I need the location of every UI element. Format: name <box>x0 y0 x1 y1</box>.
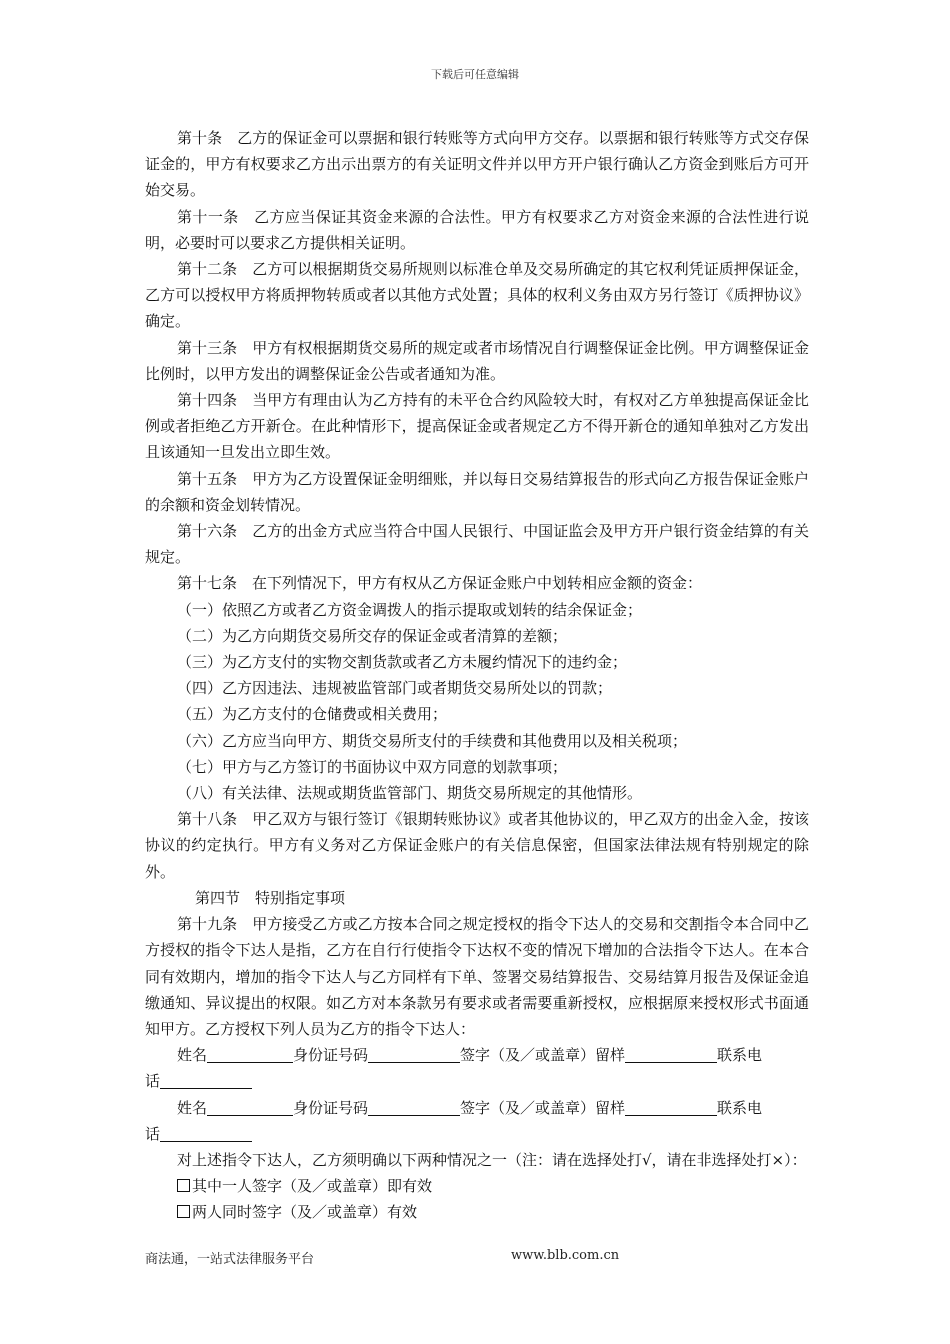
option-two-signatures <box>145 1199 809 1225</box>
name-label: 姓名 <box>177 1098 208 1117</box>
article-17-item-8: （八）有关法律、法规或期货监管部门、期货交易所规定的其他情形。 <box>177 784 643 803</box>
fill-row-2 <box>145 1095 809 1121</box>
option-label: 其中一人签字（及／或盖章）即有效 <box>192 1177 433 1196</box>
id-blank[interactable] <box>368 1046 460 1063</box>
sign-label: 签字（及／或盖章）留样 <box>460 1046 626 1065</box>
article-19: 第十九条 甲方接受乙方或乙方按本合同之规定授权的指令下达人的交易和交割指令本合同中乙方授权的指令下达人是指，乙方在自行行使指令下达权不变的情况下增加的合法指令下达人。在本合同有效期内，增加的指令下达人与乙方同样有下单、签署交易结算报告、交易结算月报告及保证金追缴通知、异议提出的权限。如乙方对本条款另有要求或者需要重新授权，应根据原来授权形式书面通知甲方。乙方授权下列人员为乙方的指令下达人： <box>145 915 809 1038</box>
tel-label-a: 联系电 <box>717 1098 763 1117</box>
article-10: 第十条 乙方的保证金可以票据和银行转账等方式向甲方交存。以票据和银行转账等方式交存保证金的，甲方有权要求乙方出示出票方的有关证明文件并以甲方开户银行确认乙方资金到账后方可开始交易。 <box>145 129 809 200</box>
sign-label: 签字（及／或盖章）留样 <box>460 1098 626 1117</box>
option-label: 两人同时签字（及／或盖章）有效 <box>192 1203 418 1222</box>
page-header-note: 下载后可任意编辑 <box>431 68 519 81</box>
choice-instruction: 对上述指令下达人，乙方须明确以下两种情况之一（注：请在选择处打√，请在非选择处打×）： <box>177 1150 807 1169</box>
article-18: 第十八条 甲乙双方与银行签订《银期转账协议》或者其他协议的，甲乙双方的出金入金，按该协议的约定执行。甲方有义务对乙方保证金账户的有关信息保密，但国家法律法规有特别规定的除外。 <box>145 810 809 881</box>
name-label: 姓名 <box>177 1046 208 1065</box>
footer-platform-text: 商法通，一站式法律服务平台 <box>145 1252 315 1267</box>
article-17-item-3: （三）为乙方支付的实物交割货款或者乙方未履约情况下的违约金； <box>177 653 628 672</box>
article-12: 第十二条 乙方可以根据期货交易所规则以标准仓单及交易所确定的其它权利凭证质押保证金，乙方可以授权甲方将质押物转质或者以其他方式处置；具体的权利义务由双方另行签订《质押协议》确定。 <box>145 260 809 331</box>
fill-row-1 <box>145 1042 809 1068</box>
tel-label-a: 联系电 <box>717 1046 763 1065</box>
name-blank[interactable] <box>207 1099 293 1116</box>
tel-label-b: 话 <box>145 1072 161 1091</box>
article-14: 第十四条 当甲方有理由认为乙方持有的未平仓合约风险较大时，有权对乙方单独提高保证金比例或者拒绝乙方开新仓。在此种情形下，提高保证金或者规定乙方不得开新仓的通知单独对乙方发出且该通知一旦发出立即生效。 <box>145 391 809 462</box>
article-17-item-1: （一）依照乙方或者乙方资金调拨人的指示提取或划转的结余保证金； <box>177 600 643 619</box>
document-body <box>145 125 809 1226</box>
article-17-item-4: （四）乙方因违法、违规被监管部门或者期货交易所处以的罚款； <box>177 679 613 698</box>
footer-website-link[interactable]: www.blb.com.cn <box>511 1248 620 1263</box>
fill-row-2-cont <box>145 1121 809 1147</box>
sign-blank[interactable] <box>625 1046 717 1063</box>
tel-blank[interactable] <box>160 1072 252 1089</box>
option-one-signature <box>145 1173 809 1199</box>
article-16: 第十六条 乙方的出金方式应当符合中国人民银行、中国证监会及甲方开户银行资金结算的有关规定。 <box>145 522 809 567</box>
tel-blank[interactable] <box>160 1125 252 1142</box>
name-blank[interactable] <box>207 1046 293 1063</box>
article-17-item-5: （五）为乙方支付的仓储费或相关费用； <box>177 705 448 724</box>
article-17-item-2: （二）为乙方向期货交易所交存的保证金或者清算的差额； <box>177 626 568 645</box>
sign-blank[interactable] <box>625 1099 717 1116</box>
article-15: 第十五条 甲方为乙方设置保证金明细账，并以每日交易结算报告的形式向乙方报告保证金账户的余额和资金划转情况。 <box>145 469 809 514</box>
article-17-item-6: （六）乙方应当向甲方、期货交易所支付的手续费和其他费用以及相关税项； <box>177 731 688 750</box>
article-17: 第十七条 在下列情况下，甲方有权从乙方保证金账户中划转相应金额的资金： <box>177 574 703 593</box>
tel-label-b: 话 <box>145 1124 161 1143</box>
article-13: 第十三条 甲方有权根据期货交易所的规定或者市场情况自行调整保证金比例。甲方调整保证金比例时，以甲方发出的调整保证金公告或者通知为准。 <box>145 338 809 383</box>
section-title: 第四节 特别指定事项 <box>195 888 346 907</box>
checkbox-two-signatures[interactable] <box>177 1205 190 1218</box>
checkbox-one-signature[interactable] <box>177 1179 190 1192</box>
id-label: 身份证号码 <box>293 1046 369 1065</box>
article-11: 第十一条 乙方应当保证其资金来源的合法性。甲方有权要求乙方对资金来源的合法性进行说明，必要时可以要求乙方提供相关证明。 <box>145 207 809 252</box>
id-blank[interactable] <box>368 1099 460 1116</box>
article-17-item-7: （七）甲方与乙方签订的书面协议中双方同意的划款事项； <box>177 757 568 776</box>
fill-row-1-cont <box>145 1068 809 1094</box>
id-label: 身份证号码 <box>293 1098 369 1117</box>
